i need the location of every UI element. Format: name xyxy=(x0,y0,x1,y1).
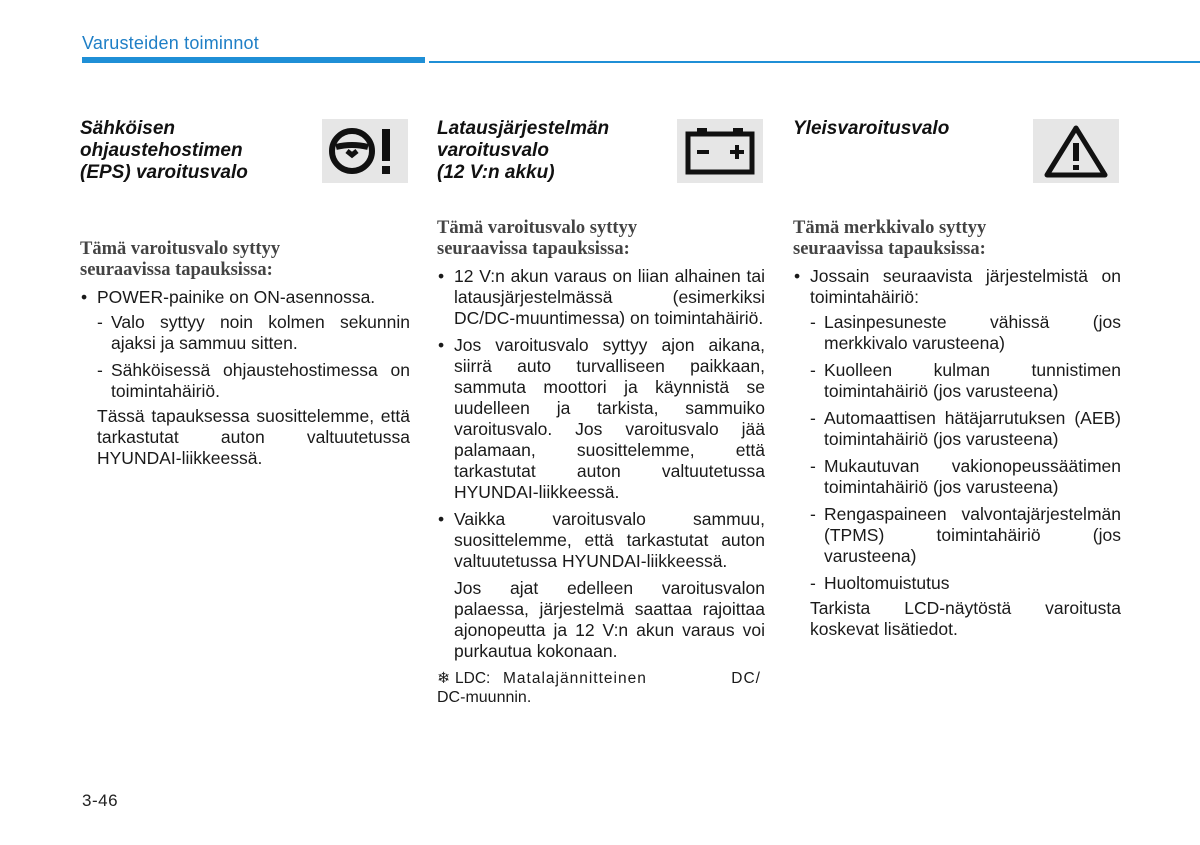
list-item xyxy=(80,287,410,402)
heading-line: Latausjärjestelmän xyxy=(437,118,610,139)
list-item: - Mukautuvan vakionopeussäätimen toimintahäiriö (jos varusteena) xyxy=(810,456,1121,498)
heading-line: Yleisvaroitusvalo xyxy=(793,118,950,139)
intro-line: Tämä varoitusvalo syttyy xyxy=(80,239,281,259)
footnote-definition xyxy=(503,668,761,689)
section-heading xyxy=(793,117,1013,140)
header-rule-thin xyxy=(429,61,1200,63)
footnote xyxy=(437,668,765,707)
heading-line: (12 V:n akku) xyxy=(437,162,555,183)
list-item: • Jos varoitusvalo syttyy ajon aikana, siirrä auto turvalliseen paikkaan, sammuta moottori ja käynnistä se uudelleen ja tarkista, sammuiko varoitusvalo. Jos varoitusvalo jää palamaan, suosittelemme, että tarkastutat auton valtuutetussa HYUNDAI-liikkeessä. xyxy=(437,335,765,503)
column-eps-warning xyxy=(80,117,410,475)
steering-wheel-exclamation-icon xyxy=(322,119,408,183)
battery-icon xyxy=(677,119,763,183)
paragraph: Jos ajat edelleen varoitusvalon palaessa, järjestelmä saattaa rajoittaa ajonopeutta ja 12 V:n akun varaus voi purkautua kokonaan. xyxy=(454,578,765,661)
column-general-warning xyxy=(793,117,1121,646)
list-item: - Sähköisessä ohjaustehostimessa on toimintahäiriö. xyxy=(97,360,410,402)
heading-line: Sähköisen xyxy=(80,118,176,139)
section-title: Varusteiden toiminnot xyxy=(82,33,259,53)
footnote-definition-continued: DC-muunnin. xyxy=(437,689,532,706)
paragraph: Tarkista LCD-näytöstä varoitusta koskevat lisätiedot. xyxy=(810,598,1121,639)
intro-line: seuraavissa tapauksissa: xyxy=(437,239,630,259)
heading-row xyxy=(437,117,765,207)
intro-line: seuraavissa tapauksissa: xyxy=(793,239,986,259)
list-item: - Valo syttyy noin kolmen sekunnin ajaksi ja sammuu sitten. xyxy=(97,312,410,354)
bullet-list xyxy=(793,266,1121,594)
paragraph: Tässä tapauksessa suosittelemme, että tarkastutat auton valtuutetussa HYUNDAI-liikkeessä. xyxy=(97,406,410,468)
heading-line: (EPS) varoitusvalo xyxy=(80,162,248,183)
bullet-text: POWER-painike on ON-asennossa. xyxy=(97,287,376,307)
intro-line: Tämä varoitusvalo syttyy xyxy=(437,218,638,238)
list-item: - Automaattisen hätäjarrutuksen (AEB) toimintahäiriö (jos varusteena) xyxy=(810,408,1121,450)
snowflake-icon: ❄ xyxy=(437,670,450,687)
intro-text xyxy=(793,218,1121,260)
bullet-list xyxy=(80,287,410,402)
intro-line: seuraavissa tapauksissa: xyxy=(80,260,273,280)
definition-part: Matalajännitteinen xyxy=(503,670,647,687)
list-item: - Rengaspaineen valvontajärjestelmän (TPMS) toimintahäiriö (jos varusteena) xyxy=(810,504,1121,567)
bullet-text: Jossain seuraavista järjestelmistä on toimintahäiriö: xyxy=(810,266,1121,307)
section-heading xyxy=(437,117,657,184)
dash-list xyxy=(810,312,1121,594)
section-heading xyxy=(80,117,300,184)
intro-text xyxy=(437,218,765,260)
dash-list xyxy=(97,312,410,402)
heading-line: varoitusvalo xyxy=(437,140,549,161)
footnote-line xyxy=(437,668,765,689)
list-item xyxy=(793,266,1121,594)
list-item: • 12 V:n akun varaus on liian alhainen tai latausjärjestelmässä (esimerkiksi DC/DC-muuntimessa) on toimintahäiriö. xyxy=(437,266,765,329)
footnote-term: LDC: xyxy=(455,670,491,687)
intro-line: Tämä merkkivalo syttyy xyxy=(793,218,987,238)
heading-row xyxy=(793,117,1121,207)
list-item: - Huoltomuistutus xyxy=(810,573,1121,594)
definition-part: DC/ xyxy=(731,670,761,687)
heading-line: ohjaustehostimen xyxy=(80,140,243,161)
header-rule-thick xyxy=(82,57,425,63)
list-item: - Lasinpesuneste vähissä (jos merkkivalo varusteena) xyxy=(810,312,1121,354)
list-item: • Vaikka varoitusvalo sammuu, suosittelemme, että tarkastutat auton valtuutetussa HYUNDAI-liikkeessä. xyxy=(437,509,765,572)
bullet-list xyxy=(437,266,765,572)
intro-text xyxy=(80,239,410,281)
column-charging-warning xyxy=(437,117,765,707)
page-number: 3-46 xyxy=(82,791,119,810)
warning-triangle-icon xyxy=(1033,119,1119,183)
heading-row xyxy=(80,117,410,207)
list-item: - Kuolleen kulman tunnistimen toimintahäiriö (jos varusteena) xyxy=(810,360,1121,402)
